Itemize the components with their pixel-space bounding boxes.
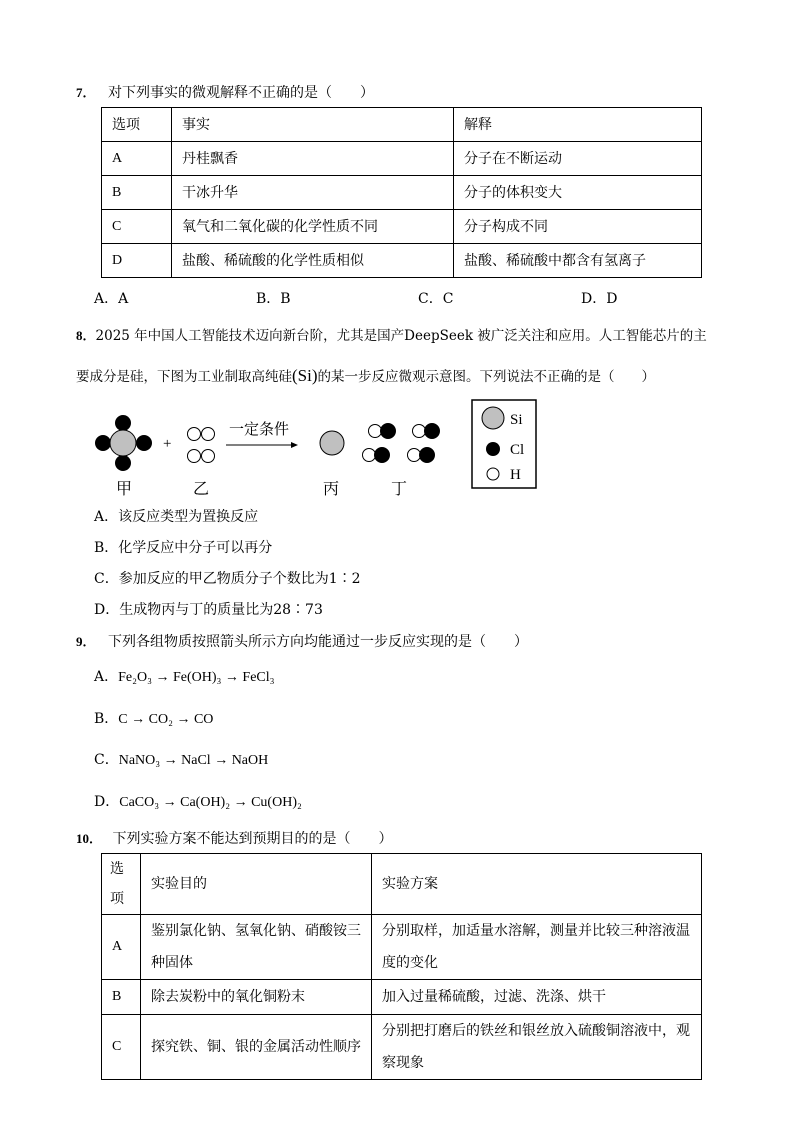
q7-row-d-fact: 盐酸、稀硫酸的化学性质相似 [172,244,454,278]
legend-h-label: H [510,467,521,483]
q7-option-a[interactable]: A．A [94,291,129,307]
q7-header-fact: 事实 [172,108,454,142]
q10-row-b-plan: 加入过量稀硫酸，过滤、洗涤、烘干 [372,980,702,1015]
q9-number: 9． [76,634,96,649]
ding-h [408,449,421,462]
q7-row-b-option: B [102,176,172,210]
q8-option-c[interactable]: C．参加反应的甲乙物质分子个数比为1∶2 [94,571,361,587]
q7-number: 7． [76,85,96,100]
jia-cl-right [136,435,152,451]
q8-stem-line1 [76,324,707,344]
legend-cl-label: Cl [510,442,525,458]
legend-si-label: Si [510,412,523,428]
jia-cl-top [115,415,131,431]
legend-si-icon [482,407,504,429]
q8-number: 8． [76,328,96,343]
jia-cl-left [95,435,111,451]
q8-stem-si: (Si) [292,366,318,385]
label-jia: 甲 [116,479,133,498]
q7-row-c-option: C [102,210,172,244]
q7-header-explain: 解释 [454,108,702,142]
q10-row-a-option: A [102,915,141,980]
legend-border [472,400,536,488]
q9-stem [76,631,528,651]
q10-stem-text: 下列实验方案不能达到预期目的的是（ ） [112,831,393,847]
q7-table [101,107,702,278]
label-bing: 丙 [323,479,340,498]
plus-sign: + [163,436,172,452]
q9-option-b[interactable] [94,708,213,728]
table-row [102,915,702,980]
q7-stem-text: 对下列事实的微观解释不正确的是（ ） [107,85,374,101]
legend-h-icon [487,468,499,480]
q9-option-c-formula: NaNO₃ → NaCl → NaOH [118,753,269,768]
table-row [102,244,702,278]
table-row [102,980,702,1015]
table-row [102,176,702,210]
q10-table-header [102,854,702,915]
q7-row-a-fact: 丹桂飘香 [172,142,454,176]
q7-option-b[interactable]: B．B [256,291,291,307]
table-row [102,210,702,244]
q7-row-a-option: A [102,142,172,176]
ding-h [369,425,382,438]
q9-stem-text: 下列各组物质按照箭头所示方向均能通过一步反应实现的是（ ） [107,634,528,650]
q9-option-d-letter: D． [94,794,120,810]
yi-h [202,450,215,463]
q7-option-d[interactable]: D．D [581,291,618,307]
q9-option-d-formula: CaCO₃ → Ca(OH)₂ → Cu(OH)₂ [119,795,302,810]
q10-row-c-plan: 分别把打磨后的铁丝和银丝放入硫酸铜溶液中，观察现象 [372,1015,702,1080]
q7-row-d-explain: 盐酸、稀硫酸中都含有氢离子 [454,244,702,278]
q9-option-b-letter: B． [94,711,119,727]
ding-h [363,449,376,462]
molecule-ding [363,424,440,463]
q7-row-d-option: D [102,244,172,278]
q9-option-c[interactable] [94,749,268,769]
label-yi: 乙 [193,479,210,498]
q7-row-c-fact: 氧气和二氧化碳的化学性质不同 [172,210,454,244]
molecule-jia [95,415,152,471]
molecule-yi [188,428,215,463]
q9-option-c-letter: C． [94,752,119,768]
q8-stem-line2 [76,365,655,386]
q9-option-a-letter: A． [94,669,119,685]
yi-h [202,428,215,441]
q10-row-c-option: C [102,1015,141,1080]
q10-number: 10． [76,831,103,846]
ding-h [413,425,426,438]
ding-cl [420,448,435,463]
legend-cl-icon [486,442,500,456]
q10-row-c-purpose: 探究铁、铜、银的金属活动性顺序 [141,1015,372,1080]
q8-option-b[interactable]: B．化学反应中分子可以再分 [94,540,273,556]
q10-header-plan: 实验方案 [372,854,702,915]
arrow-head [291,442,298,448]
q8-stem-text-1: 2025 年中国人工智能技术迈向新台阶，尤其是国产DeepSeek 被广泛关注和应用。人工智能芯片的主 [95,328,707,344]
table-row [102,142,702,176]
q7-row-b-explain: 分子的体积变大 [454,176,702,210]
ding-cl [425,424,440,439]
atom-legend [471,399,537,489]
jia-si [110,430,136,456]
q7-row-c-explain: 分子构成不同 [454,210,702,244]
q7-option-c[interactable]: C．C [418,291,454,307]
q7-table-header [102,108,702,142]
q7-header-option: 选项 [102,108,172,142]
q10-row-a-purpose: 鉴别氯化钠、氢氧化钠、硝酸铵三种固体 [141,915,372,980]
q7-stem [76,82,374,102]
q8-option-d[interactable]: D．生成物丙与丁的质量比为28∶73 [94,602,323,618]
q9-option-b-formula: C → CO₂ → CO [118,712,214,727]
q10-header-option: 选项 [102,854,141,915]
q10-table [101,853,702,1080]
q9-option-a[interactable] [94,666,275,686]
q10-header-purpose: 实验目的 [141,854,372,915]
ding-cl [381,424,396,439]
reaction-condition: 一定条件 [229,420,290,438]
q9-option-a-formula: Fe₂O₃ → Fe(OH)₃ → FeCl₃ [118,670,275,685]
q7-row-a-explain: 分子在不断运动 [454,142,702,176]
q7-row-b-fact: 干冰升华 [172,176,454,210]
q10-stem [76,828,392,848]
yi-h [188,428,201,441]
ding-cl [375,448,390,463]
q9-option-d[interactable] [94,791,302,811]
q8-stem-text-3: 的某一步反应微观示意图。下列说法不正确的是（ ） [317,369,655,385]
yi-h [188,450,201,463]
q8-stem-text-2: 要成分是硅，下图为工业制取高纯硅 [76,369,292,385]
jia-cl-bottom [115,455,131,471]
q10-row-b-option: B [102,980,141,1015]
label-ding: 丁 [391,479,408,498]
q8-option-a[interactable]: A．该反应类型为置换反应 [94,509,259,525]
table-row [102,1015,702,1080]
q10-row-a-plan: 分别取样，加适量水溶解，测量并比较三种溶液温度的变化 [372,915,702,980]
q10-row-b-purpose: 除去炭粉中的氧化铜粉末 [141,980,372,1015]
molecule-bing [320,431,344,455]
